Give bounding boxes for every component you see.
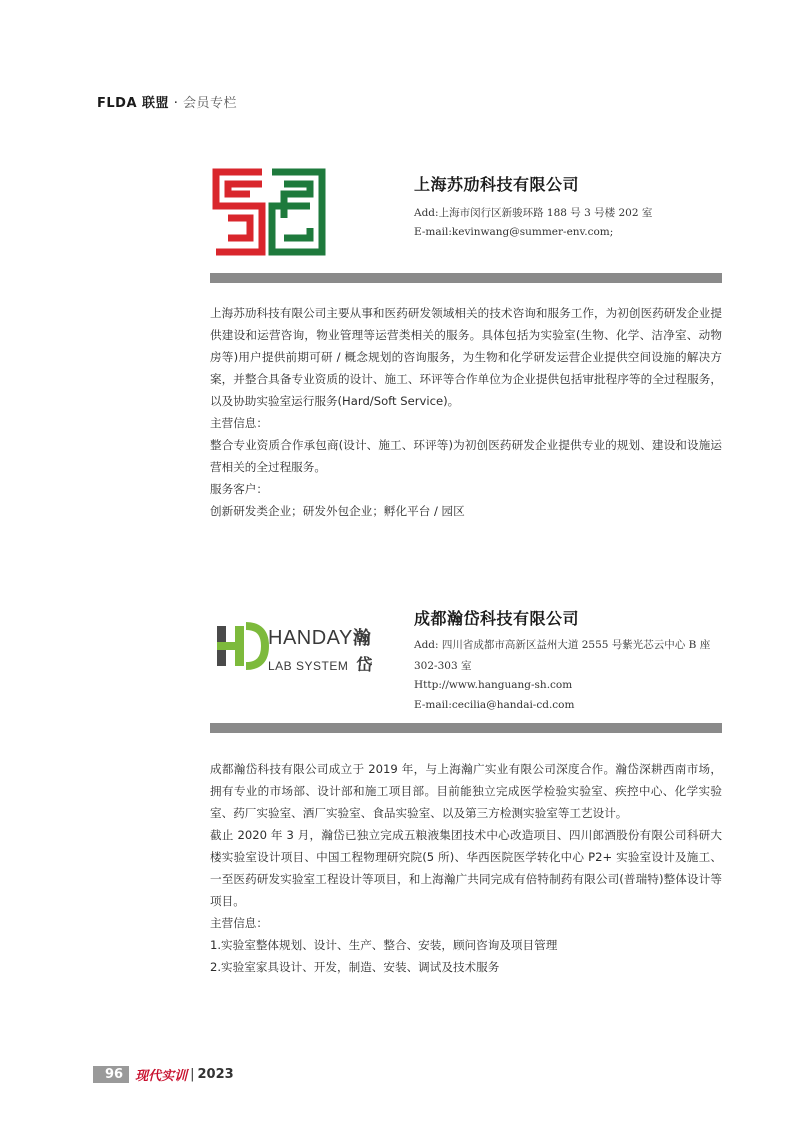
company2-paragraph: 成都瀚岱科技有限公司成立于 2019 年，与上海瀚广实业有限公司深度合作。瀚岱深耕西南市场，拥有专业的市场部、设计部和施工项目部。目前能独立完成医学检验实验室、疾控中心、化学实验室、药厂实验室、酒厂实验室、食品实验室、以及第三方检测实验室等工艺设计。 xyxy=(210,762,722,820)
company2-main-heading: 主营信息： xyxy=(210,916,268,930)
footer-year: 2023 xyxy=(197,1067,234,1082)
company2-name: 成都瀚岱科技有限公司 xyxy=(414,609,580,628)
company2-body xyxy=(210,758,722,978)
header-brand: FLDA 联盟 xyxy=(97,96,170,111)
company2-address-line2: 302-303 室 xyxy=(414,660,472,672)
company2-website[interactable]: Http://www.hanguang-sh.com xyxy=(414,679,573,691)
hd-logo-sub-text: LAB SYSTEM xyxy=(268,659,349,673)
se-logo-icon xyxy=(210,166,328,258)
company1-main-heading: 主营信息： xyxy=(210,416,268,430)
company1-divider xyxy=(210,273,722,283)
hd-logo-sub xyxy=(268,652,373,675)
hd-logo-cn1: 瀚 xyxy=(352,628,372,649)
company2-divider xyxy=(210,723,722,733)
company2-list-item: 1.实验室整体规划、设计、生产、整合、安装，顾问咨询及项目管理 xyxy=(210,938,558,952)
company1-clients-heading: 服务客户： xyxy=(210,482,268,496)
company1-paragraph: 上海苏劢科技有限公司主要从事和医药研发领域相关的技术咨询和服务工作，为初创医药研发企业提供建设和运营咨询，物业管理等运营类相关的服务。具体包括为实验室(生物、化学、洁净室、动物房等)用户提供前期可研 / 概念规划的咨询服务，为生物和化学研发运营企业提供空间设施的解决方案，并整合具备专业资质的设计、施工、环评等合作单位为企业提供包括审批程序等的全过程服务，以及协助实验室运行服务(Hard/Soft Service)。 xyxy=(210,306,722,408)
company1-paragraph: 整合专业资质合作承包商(设计、施工、环评等)为初创医药研发企业提供专业的规划、建设和设施运营相关的全过程服务。 xyxy=(210,438,722,474)
company1-body xyxy=(210,302,722,522)
company2-address-line1: Add: 四川省成都市高新区益州大道 2555 号紫光芯云中心 B 座 xyxy=(414,639,711,651)
company1-email[interactable]: E-mail:kevinwang@summer-env.com; xyxy=(414,226,614,238)
header-section: 会员专栏 xyxy=(182,96,237,111)
company1-paragraph: 创新研发类企业；研发外包企业；孵化平台 / 园区 xyxy=(210,504,465,518)
hd-logo-main: HANDAY xyxy=(268,627,353,649)
company2-paragraph: 截止 2020 年 3 月，瀚岱已独立完成五粮液集团技术中心改造项目、四川郎酒股份有限公司科研大楼实验室设计项目、中国工程物理研究院(5 所)、华西医院医学转化中心 P2+ 实验室设计及施工、一至医药研发实验室工程设计等项目，和上海瀚广共同完成有倍特制药有限公司(普瑞特)整体设计等项目。 xyxy=(210,828,722,908)
company1-name: 上海苏劢科技有限公司 xyxy=(414,175,580,194)
footer-divider: | xyxy=(190,1067,195,1082)
company1-address: Add:上海市闵行区新骏环路 188 号 3 号楼 202 室 xyxy=(414,207,653,219)
company2-email[interactable]: E-mail:cecilia@handai-cd.com xyxy=(414,699,575,711)
header-separator: · xyxy=(173,96,179,111)
hd-logo-wordmark xyxy=(268,624,371,650)
magazine-name: 现代实训 xyxy=(135,1069,188,1084)
company2-list-item: 2.实验室家具设计、开发，制造、安装、调试及技术服务 xyxy=(210,960,500,974)
page-footer xyxy=(93,1065,234,1084)
page-number: 96 xyxy=(93,1066,129,1083)
page-header xyxy=(97,92,237,111)
hd-logo-cn2: 岱 xyxy=(356,655,373,674)
